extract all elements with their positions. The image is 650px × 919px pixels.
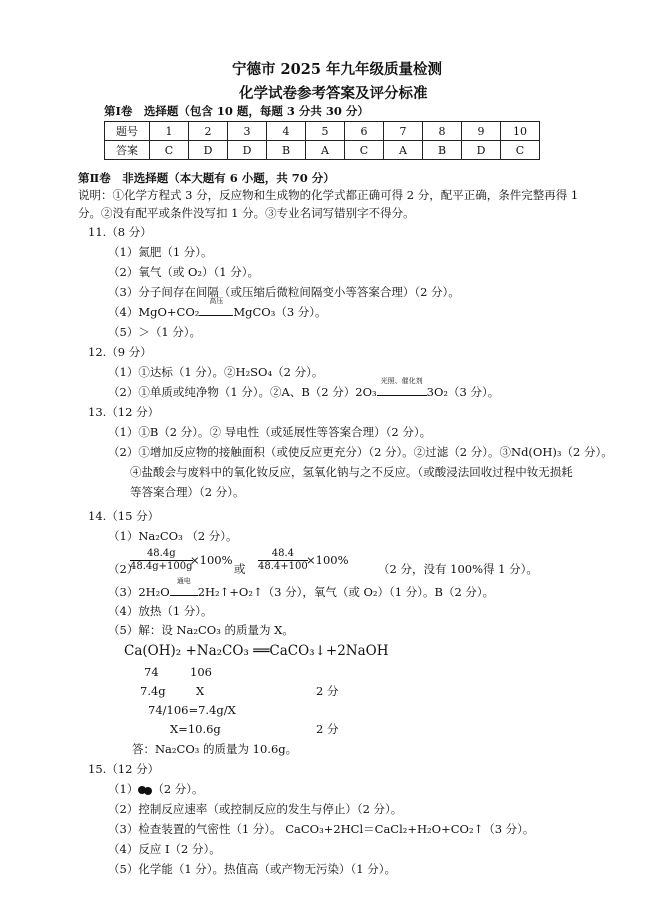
table-cell: 2: [189, 122, 228, 141]
table-row: [105, 141, 540, 160]
reaction-condition: 光照、催化剂: [380, 377, 423, 385]
equation-right: 2H₂↑+O₂↑（3 分），氧气（或 O₂）（1 分）。B（2 分）。: [197, 585, 495, 599]
equation-left: （3）2H₂O: [108, 585, 170, 599]
table-cell: 1: [150, 122, 189, 141]
table-cell: 8: [423, 122, 462, 141]
answer-line: 等答案合理）（2 分）。: [130, 485, 245, 499]
answer-label: （1）: [108, 782, 139, 796]
answer-text: （2 分）。: [152, 782, 204, 796]
answer-note: （2 分，没有 100%得 1 分）。: [378, 562, 538, 576]
blot-mark-icon: [138, 785, 152, 795]
answer-line: （5）＞（1 分）。: [108, 325, 202, 339]
proportion: 74/106=7.4g/X: [148, 703, 236, 717]
fraction-denominator: 48.4+100: [258, 561, 308, 572]
table-cell: D: [228, 141, 267, 160]
chemical-equation: Ca(OH)₂ +Na₂CO₃ ══CaCO₃↓+2NaOH: [124, 643, 389, 659]
table-cell: 7: [384, 122, 423, 141]
scoring-note: 说明：①化学方程式 3 分，反应物和生成物的化学式都正确可得 2 分，配平正确，条件完整再得 1: [78, 188, 579, 202]
table-cell: A: [384, 141, 423, 160]
table-cell: 10: [501, 122, 540, 141]
answer-line: [108, 577, 495, 599]
unknown-mass: X: [196, 684, 205, 698]
answer-line: （3）检查装置的气密性（1 分）。 CaCO₃+2HCl＝CaCl₂+H₂O+CO₂↑（3 分）。: [108, 822, 535, 836]
given-mass: 7.4g: [140, 684, 166, 698]
row-label: 答案: [105, 141, 150, 160]
answer-line: [108, 297, 327, 319]
answer-line: （2）氧气（或 O₂）（1 分）。: [108, 265, 259, 279]
answer-line: （5）化学能（1 分）。热值高（或产物无污染）（1 分）。: [108, 862, 397, 876]
table-cell: C: [501, 141, 540, 160]
table-cell: C: [345, 141, 384, 160]
reaction-condition: 高压: [209, 297, 224, 305]
table-cell: B: [267, 141, 306, 160]
table-cell: A: [306, 141, 345, 160]
answer-text: （2）①单质或纯净物（1 分）。②A、B（2 分）2O₃: [108, 385, 377, 399]
percent-factor: ×100%: [190, 553, 233, 567]
answer-label: （2）: [108, 562, 139, 576]
result: X=10.6g: [170, 722, 221, 736]
table-cell: B: [423, 141, 462, 160]
answer-line: （5）解：设 Na₂CO₃ 的质量为 X。: [108, 623, 294, 637]
reaction-condition: 通电: [176, 577, 191, 585]
table-row: [105, 122, 540, 141]
step-score: 2 分: [316, 722, 339, 736]
equation-left: （4）MgO+CO₂: [108, 305, 200, 319]
scoring-note: 分。②没有配平或条件没写扣 1 分。③专业名词写错别字不得分。: [78, 206, 415, 220]
table-cell: 5: [306, 122, 345, 141]
percent-factor: ×100%: [306, 553, 349, 567]
fraction-numerator: 48.4g: [130, 548, 193, 561]
table-cell: D: [189, 141, 228, 160]
row-label: 题号: [105, 122, 150, 141]
answer-line: （3）分子间存在间隔（或压缩后微粒间隔变小等答案合理）（2 分）。: [108, 285, 460, 299]
answer-line: （2）控制反应速率（或控制反应的发生与停止）（2 分）。: [108, 802, 403, 816]
document-title: 宁德市 2025 年九年级质量检测: [232, 61, 442, 78]
answer-line: （1）①达标（1 分）。②H₂SO₄（2 分）。: [108, 365, 324, 379]
question-heading: 15.（12 分）: [88, 762, 160, 776]
answer-table: [104, 121, 540, 160]
question-heading: 13.（12 分）: [88, 405, 160, 419]
answer-line: （2）①增加反应物的接触面积（或使反应更充分）（2 分）。②过滤（2 分）。③Nd(OH)₃（2 分）。: [108, 445, 613, 459]
answer-line: ④盐酸会与废料中的氧化钕反应，氢氧化钠与之不反应。（或酸浸法回收过程中钕无损耗: [130, 465, 573, 479]
fraction: [258, 548, 308, 573]
answer-text: 3O₂（3 分）。: [426, 385, 500, 399]
or-text: 或: [234, 562, 246, 576]
table-cell: 9: [462, 122, 501, 141]
question-heading: 11.（8 分）: [88, 225, 152, 239]
reaction-arrow: [170, 577, 198, 599]
reaction-arrow: [377, 377, 427, 399]
reaction-arrow: [199, 297, 233, 319]
table-cell: 6: [345, 122, 384, 141]
final-answer: 答：Na₂CO₃ 的质量为 10.6g。: [132, 742, 298, 756]
question-heading: 12.（9 分）: [88, 345, 152, 359]
equation-right: MgCO₃（3 分）。: [233, 305, 327, 319]
answer-line: [108, 782, 204, 796]
table-cell: 3: [228, 122, 267, 141]
answer-line: （4）反应 Ⅰ（2 分）。: [108, 842, 221, 856]
fraction-numerator: 48.4: [258, 548, 308, 561]
answer-line: （1）氮肥（1 分）。: [108, 245, 213, 259]
answer-line: （1）①B（2 分）。② 导电性（或延展性等答案合理）（2 分）。: [108, 425, 432, 439]
answer-line: [108, 377, 500, 399]
part1-heading: 第Ⅰ卷 选择题（包含 10 题，每题 3 分共 30 分）: [104, 104, 369, 118]
table-cell: C: [150, 141, 189, 160]
table-cell: D: [462, 141, 501, 160]
molar-mass: 74: [144, 665, 159, 679]
molar-mass: 106: [190, 665, 212, 679]
answer-line: （4）放热（1 分）。: [108, 604, 213, 618]
part2-heading: 第Ⅱ卷 非选择题（本大题有 6 小题，共 70 分）: [78, 171, 335, 185]
document-subtitle: 化学试卷参考答案及评分标准: [239, 85, 428, 102]
table-cell: 4: [267, 122, 306, 141]
answer-line: （1）Na₂CO₃ （2 分）。: [108, 529, 238, 543]
fraction-denominator: 48.4g+100g: [130, 561, 193, 572]
fraction: [130, 548, 193, 573]
question-heading: 14.（15 分）: [88, 509, 160, 523]
step-score: 2 分: [316, 684, 339, 698]
